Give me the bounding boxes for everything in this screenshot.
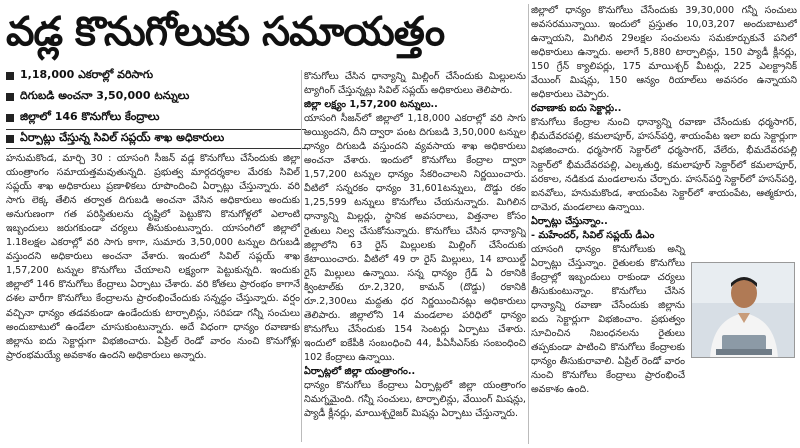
article-paragraph: యాసంగి ధాన్యం కొనుగోలుకు అన్ని ఏర్పాట్లు చేస్తున్నాం. రైతులకు కొనుగోలు కేంద్రాల్లో ఇబ్బందులు రాకుండా చర్యలు తీసుకుంటున్నాం. కొనుగోలు చేసిన ధాన్యాన్ని రవాణా చేసేందుకు జిల్లాను ఐదు సెక్టార్లుగా విభజించాం. ప్రభుత్వం సూచించిన నిబంధనలను రైతులు తప్పకుండా పాటించి కొనుగోలు కేంద్రాలకు ధాన్యం తీసుకురావాలి. ఏప్రిల్ రెండో వారం నుంచి కొనుగోలు కేంద్రాలు ప్రారంభించే అవకాశం ఉంది. xyxy=(531,243,685,396)
bullet-square-icon xyxy=(6,93,14,101)
person-portrait-icon xyxy=(692,263,795,358)
article-column-2 xyxy=(304,70,526,444)
article-paragraph: జిల్లాలో ధాన్యం కొనుగోలు చేసేందుకు 39,30,000 గన్నీ సంచులు అవసరమున్నాయి. ఇందులో ప్రస్తుతం 10,03,207 అందుబాటులో ఉన్నాయని, మిగిలిన 29లక్షల సంచులను సమకూర్చుకునే పనిలో అధికారులు ఉన్నారు. అలాగే 5,880 టార్పాలిన్లు, 150 ప్యాడీ క్లీనర్లు, 150 గ్రేన్ క్యాలిపర్లు, 175 మాయిశ్చర్ మీటర్లు, 225 ఎలక్ట్రానిక్ వేయింగ్ మిషన్లు, 150 ఆన్యం రియాల్‌లు అవసరం ఉన్నాయని అధికారులు చెప్పారు. xyxy=(531,5,797,101)
highlight-text: 1,18,000 ఎకరాల్లో వరిసాగు xyxy=(20,68,154,81)
subheading: జిల్లా లక్ష్యం 1,57,200 టన్నులు.. xyxy=(304,99,438,111)
bullet-square-icon xyxy=(6,72,14,80)
article-column-1 xyxy=(6,152,300,444)
subheading: రవాణాకు ఐదు సెక్టార్లు.. xyxy=(531,103,622,115)
column-divider xyxy=(528,4,529,444)
article-paragraph: కొనుగోలు చేసిన ధాన్యాన్ని మిల్లింగ్ చేసేందుకు మిల్లులను ట్యాగింగ్ చేస్తున్నట్లు సివిల్ సప్లయ్ అధికారులు తెలిపారు. xyxy=(304,71,526,97)
article-paragraph: హనుమకొండ, మార్చి 30 : యాసంగి సీజన్ వడ్ల కొనుగోలు చేసేందుకు జిల్లా యంత్రాంగం సమాయత్తమవుతున్నది. ప్రభుత్వ మార్గదర్శకాల మేరకు సివిల్ సప్లయ్ శాఖ అధికారులు ప్రణాళికలు రూపొందించి ఏర్పాట్లు చేస్తున్నారు. వరి సాగు లెక్క తేలిన తర్వాత దిగుబడి అంచనా వేసిన అధికారులు అందుకు అనుగుణంగా గత పరిస్థితులను దృష్టిలో పెట్టుకొని కొనుగోళ్లలో ఎలాంటి ఇబ్బందులు జరుగకుండా చర్యలు తీసుకుంటున్నారు. యాసంగిలో జిల్లాలో 1.18లక్షల ఎకరాల్లో వరి సాగు కాగా, సుమారు 3,50,000 టన్నుల దిగుబడి వస్తుందని అధికారులు అంచనా వేశారు. ఇందులో సివిల్ సప్లయ్ శాఖ 1,57,200 టన్నుల కొనుగోలు చేయాలని లక్ష్యంగా పెట్టుకున్నది. ఇందుకు జిల్లాలో 146 కొనుగోలు కేంద్రాలు ఏర్పాటు చేశారు. వరి కోతలు ప్రారంభం కాగానే దశల వారీగా కొనుగోలు కేంద్రాలను ప్రారంభించేందుకు సన్నద్ధం చేస్తున్నారు. వర్షం వచ్చినా ధాన్యం తడవకుండా ఉండేందుకు టార్పాలిన్లు, సరిపడా గన్నీ సంచులు అందుబాటులో ఉండేలా చూసుకుంటున్నారు. అదే విధంగా ధాన్యం రవాణాకు జిల్లాను ఐదు సెక్టార్లుగా విభజించారు. ఏప్రిల్ రెండో వారం నుంచి కొనుగోళ్లు ప్రారంభమయ్యే అవకాశం ఉందని అధికారులు అన్నారు. xyxy=(6,153,300,361)
highlights-list xyxy=(6,66,306,150)
highlight-text: ఏర్పాట్లు చేస్తున్న సివిల్ సప్లయ్ శాఖ అధికారులు xyxy=(20,131,225,144)
highlight-item xyxy=(6,66,306,86)
highlight-text: జిల్లాలో 146 కొనుగోలు కేంద్రాలు xyxy=(20,110,160,123)
article-paragraph: కొనుగోలు కేంద్రాల నుంచి ధాన్యాన్ని రవాణా చేసేందుకు ధర్మసాగర్, భీమదేవరపల్లి, కమలాపూర్, హసన్‌పర్తి, శాయంపేట ఇలా ఐదు సెక్టార్లుగా విభజించారు. ధర్మసాగర్ సెక్టార్‌లో ధర్మసాగర్, వేలేరు, భీమదేవరపల్లి సెక్టార్‌లో భీమదేవరపల్లి, ఎల్కతుర్తి, కమలాపూర్ సెక్టార్‌లో కమలాపూర్, పరకాల, నడికుడ మండలాలను చేర్చారు. హసన్‌పర్తి సెక్టార్‌లో హసన్‌పర్తి, ఐనవోలు, హనుమకొండ, శాయంపేట సెక్టార్‌లో శాయంపేట, ఆత్మకూరు, దామెర, మండలాలు ఉన్నాయి. xyxy=(531,117,797,213)
headline: వడ్ల కొనుగోలుకు సమాయత్తం xyxy=(6,9,445,55)
article-paragraph: యాసంగి సీజన్‌లో జిల్లాలో 1,18,000 ఎకరాల్లో వరి సాగు అయ్యిందని, దీని ద్వారా పంట దిగుబడి 3,50,000 టన్నుల ధాన్యం దిగుబడి వస్తుందని వ్యవసాయ శాఖ అధికారులు అంచనా వేశారు. ఇందులో కొనుగోలు కేంద్రాల ద్వారా 1,57,200 టన్నుల ధాన్యం సేకరించాలని నిర్ణయించారు. వీటిలో సన్నరకం ధాన్యం 31,601టన్నులు, దొడ్డు రకం 1,25,599 టన్నులు కొనుగోలు చేయనున్నారు. మిగిలిన ధాన్యాన్ని మిల్లర్లు, స్థానిక అవసరాలు, విత్తనాల కోసం రైతులు నిల్వ చేసుకోనున్నారు. కొనుగోలు చేసిన ధాన్యాన్ని జిల్లాలోని 63 రైస్ మిల్లులకు మిల్లింగ్ చేసేందుకు కేటాయించారు. వీటిలో 49 రా రైస్ మిల్లులు, 14 బాయిల్డ్ రైస్ మిల్లులు ఉన్నాయి. సన్న ధాన్యం గ్రేడ్ ఏ రకానికి క్వింటాల్‌కు రూ.2,320, కామన్ (దొడ్డు) రకానికి రూ.2,300లు మద్దతు ధర నిర్ణయించినట్లు అధికారులు తెలిపారు. జిల్లాలోని 14 మండలాల పరిధిలో ధాన్యం కొనుగోలు చేసేందుకు 154 సెంటర్లు ఏర్పాటు చేశారు. ఇందులో ఐకేపీకి సంబంధించి 44, పీఏసీఎస్‌కు సంబంధించి 102 కేంద్రాలు ఉన్నాయి. xyxy=(304,113,526,363)
highlight-text: దిగుబడి అంచనా 3,50,000 టన్నులు xyxy=(20,89,190,102)
official-photo xyxy=(691,262,795,358)
column-divider xyxy=(301,70,302,442)
bullet-square-icon xyxy=(6,114,14,122)
article-paragraph: ధాన్యం కొనుగోలు కేంద్రాలు ఏర్పాట్లలో జిల్లా యంత్రాంగం నిమగ్నమైంది. గన్నీ సంచులు, టార్పాలిన్లు, వేయింగ్ మిషన్లు, ప్యాడీ క్లీనర్లు, మాయిశ్చరైజర్ మిషన్లు ఏర్పాటు చేస్తున్నారు. xyxy=(304,380,526,420)
article-column-3 xyxy=(531,4,797,444)
highlight-item xyxy=(6,108,306,128)
highlight-item xyxy=(6,87,306,107)
subheading: ఏర్పాట్లు చేస్తున్నాం.. xyxy=(531,215,608,227)
bullet-square-icon xyxy=(6,135,14,143)
subheading: ఏర్పాట్లలో జిల్లా యంత్రాంగం.. xyxy=(304,365,416,377)
highlight-item xyxy=(6,129,306,149)
quote-attribution: - మహేందర్, సివిల్ సప్లయ్ డీఎం xyxy=(531,229,655,241)
